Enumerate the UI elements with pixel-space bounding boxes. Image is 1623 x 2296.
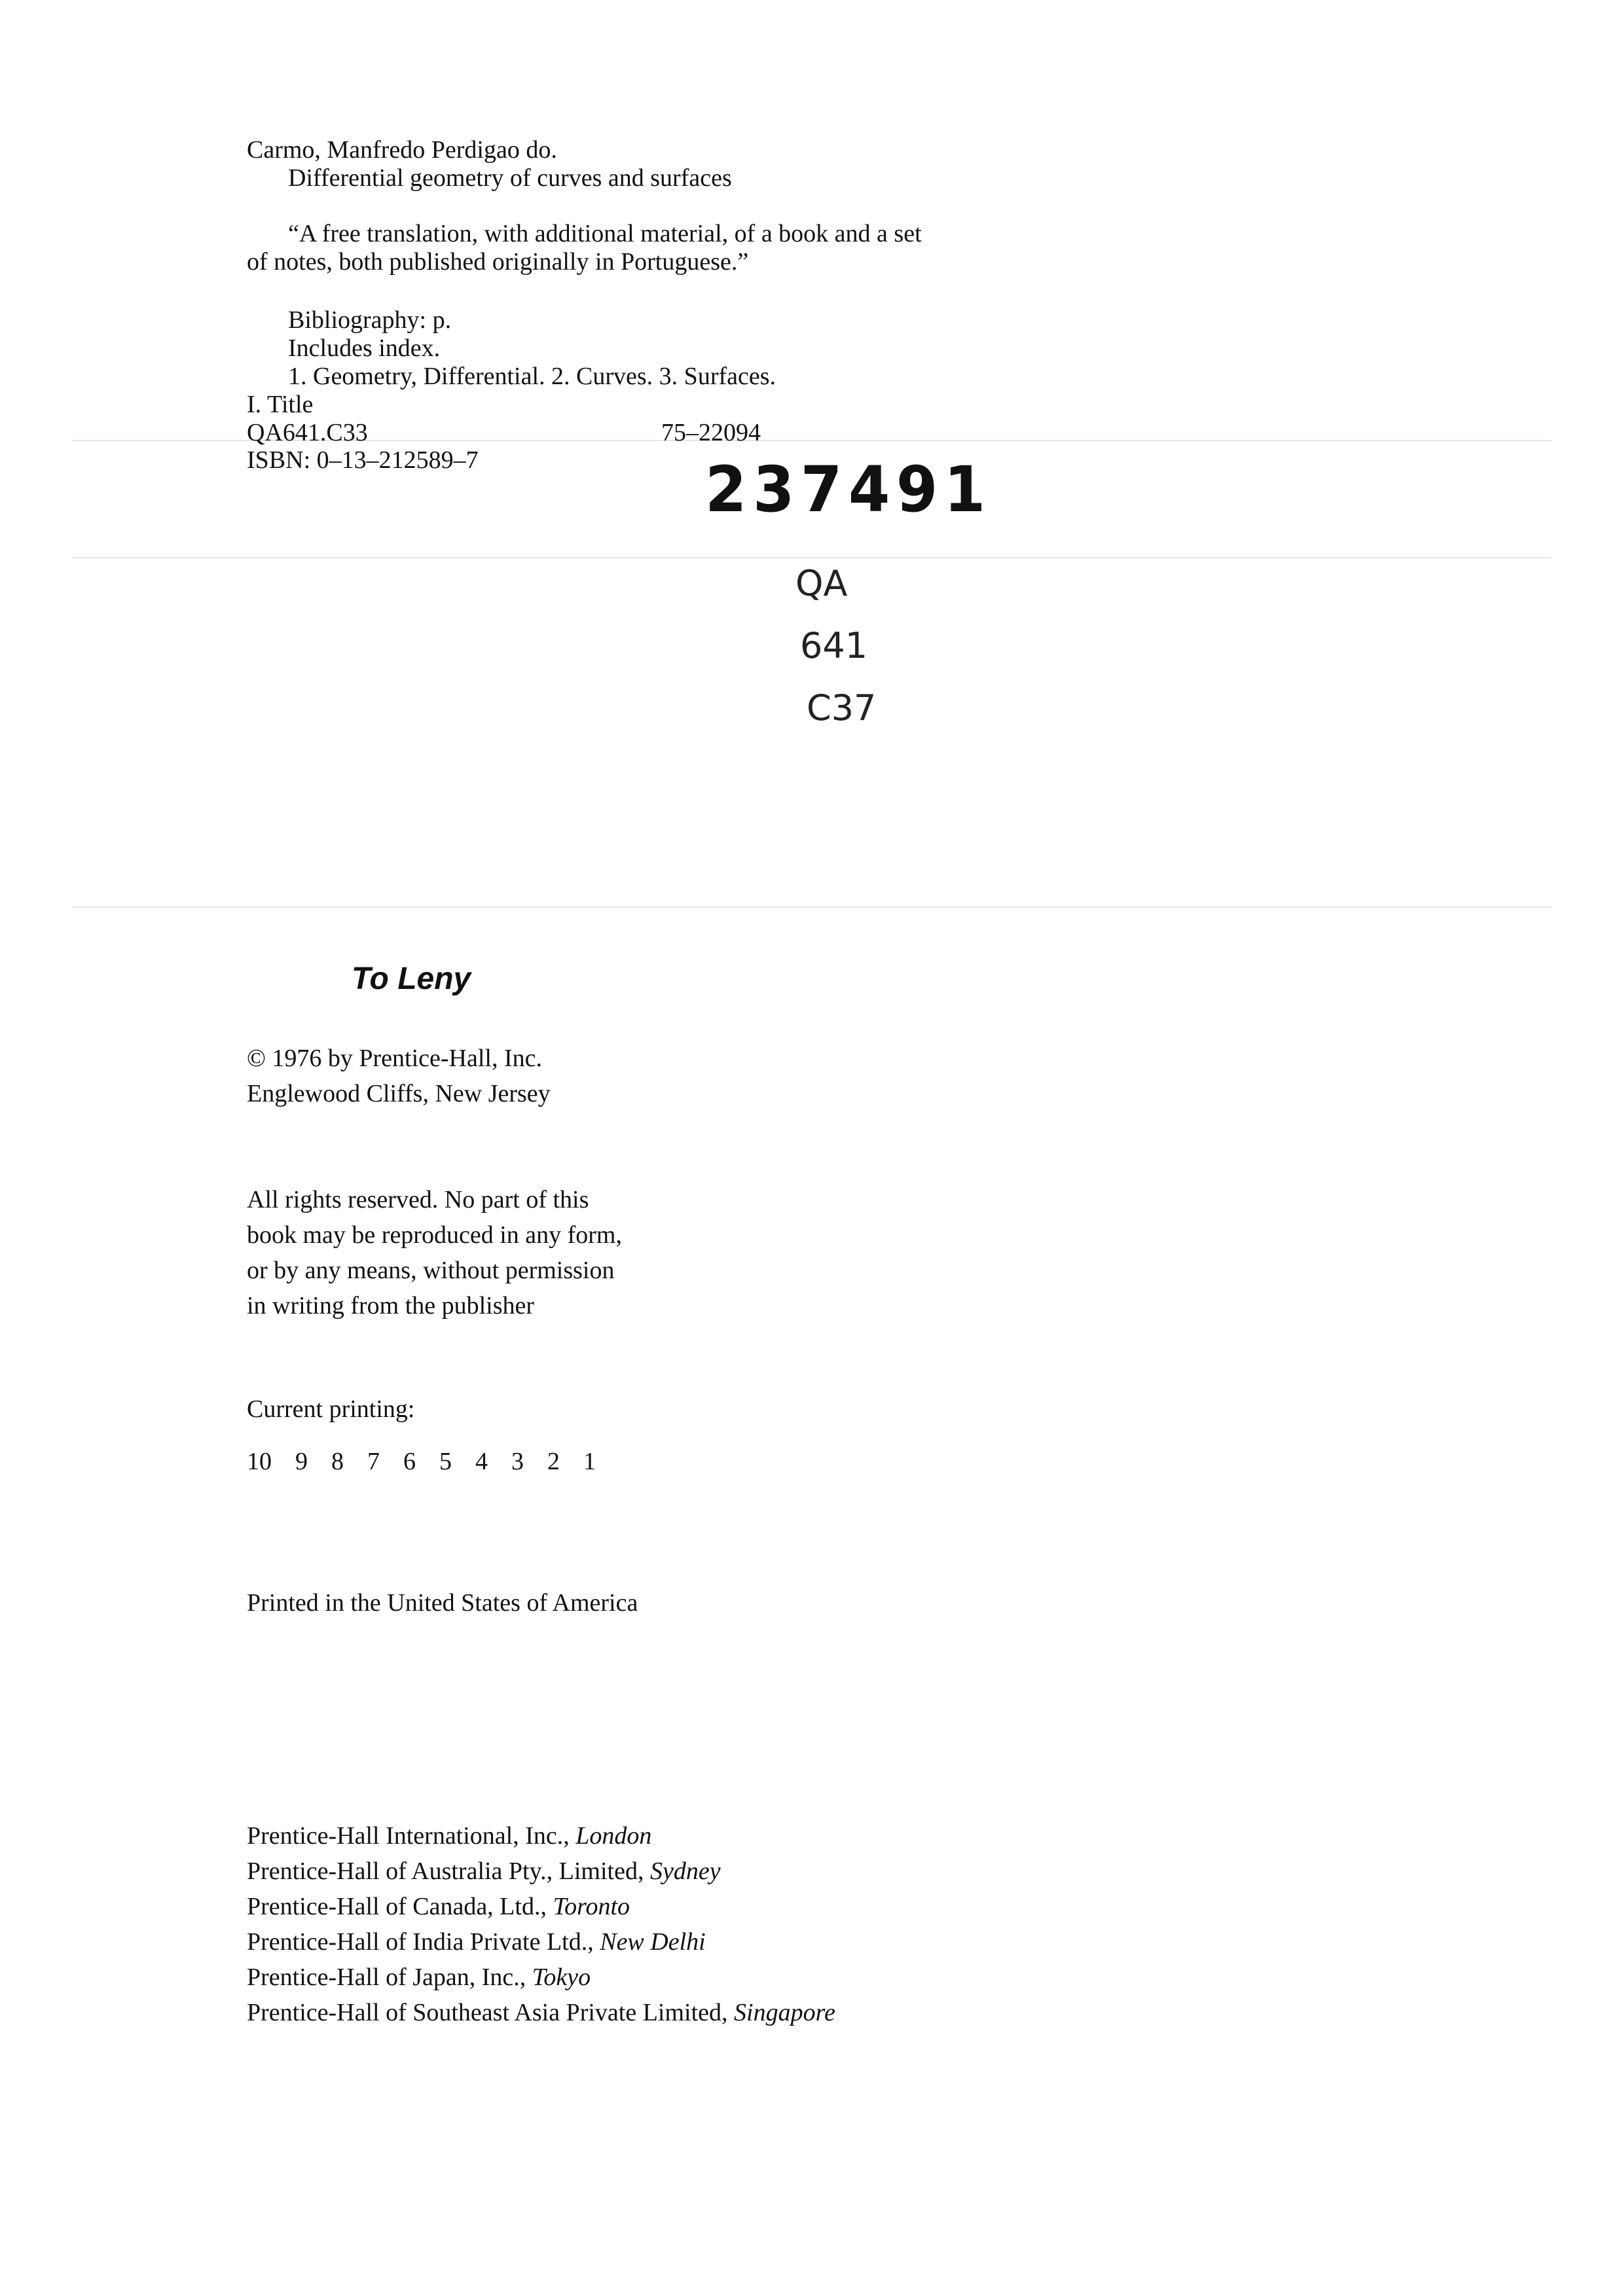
publisher-entry — [247, 1889, 835, 1924]
printing-numbers — [247, 1448, 619, 1476]
cip-block — [247, 136, 732, 192]
publisher-name: Prentice-Hall of India Private Ltd., — [247, 1928, 594, 1956]
publisher-entry — [247, 1818, 835, 1854]
cip-details — [247, 306, 776, 419]
publisher-entry — [247, 1995, 835, 2030]
cip-note: “A free translation, with additional material, of a book and a set of notes, both published originally in Portuguese.” — [247, 220, 922, 276]
printing-number: 6 — [403, 1448, 416, 1475]
cip-index: Includes index. — [288, 334, 441, 362]
publisher-name: Prentice-Hall International, Inc., — [247, 1822, 570, 1850]
handwritten-call-line-3: C37 — [807, 687, 877, 728]
cip-call-number: QA641.C33 — [247, 419, 368, 446]
publisher-city: Tokyo — [532, 1964, 591, 1991]
publisher-city: London — [575, 1822, 652, 1850]
cip-subjects: 1. Geometry, Differential. 2. Curves. 3. Surfaces. — [288, 363, 776, 390]
cip-author: Carmo, Manfredo Perdigao do. — [247, 136, 557, 164]
printing-number: 8 — [331, 1448, 344, 1475]
copyright-notice — [247, 1041, 551, 1111]
publisher-name: Prentice-Hall of Canada, Ltd., — [247, 1893, 547, 1920]
printing-number: 5 — [439, 1448, 452, 1475]
publisher-city: New Delhi — [600, 1928, 706, 1956]
cip-bibliography: Bibliography: p. — [288, 306, 452, 334]
publisher-entry — [247, 1854, 835, 1889]
printing-number: 3 — [511, 1448, 524, 1475]
publisher-name: Prentice-Hall of Southeast Asia Private Limited, — [247, 1999, 728, 2026]
rights-line: book may be reproduced in any form, — [247, 1221, 622, 1249]
publisher-entry — [247, 1924, 835, 1960]
publisher-city: Singapore — [734, 1999, 835, 2026]
publisher-name: Prentice-Hall of Japan, Inc., — [247, 1964, 526, 1991]
scan-line — [72, 557, 1552, 558]
printing-number: 10 — [247, 1448, 272, 1475]
dedication: To Leny — [352, 961, 471, 996]
publisher-city: Toronto — [553, 1893, 630, 1920]
publisher-name: Prentice-Hall of Australia Pty., Limited, — [247, 1857, 644, 1885]
cip-title: Differential geometry of curves and surfaces — [288, 164, 732, 192]
printed-in: Printed in the United States of America — [247, 1589, 638, 1617]
handwritten-call-line-2: 641 — [800, 625, 868, 666]
rights-statement — [247, 1182, 622, 1323]
handwritten-call-line-1: QA — [795, 563, 848, 604]
publisher-list — [247, 1818, 835, 2030]
cip-lccn: 75–22094 — [661, 419, 761, 446]
publisher-location: Englewood Cliffs, New Jersey — [247, 1080, 551, 1107]
printing-number: 4 — [475, 1448, 488, 1475]
printing-number: 7 — [367, 1448, 380, 1475]
rights-line: in writing from the publisher — [247, 1292, 535, 1319]
printing-number: 9 — [295, 1448, 308, 1475]
scan-line — [72, 906, 1552, 908]
accession-stamp: 237491 — [705, 453, 992, 526]
cip-isbn: ISBN: 0–13–212589–7 — [247, 446, 479, 474]
rights-line: or by any means, without permission — [247, 1257, 615, 1284]
publisher-city: Sydney — [649, 1857, 721, 1885]
copyright-line: © 1976 by Prentice-Hall, Inc. — [247, 1045, 542, 1072]
rights-line: All rights reserved. No part of this — [247, 1186, 589, 1213]
printing-number: 2 — [547, 1448, 560, 1475]
publisher-entry — [247, 1960, 835, 1995]
printing-number: 1 — [583, 1448, 596, 1475]
printing-label: Current printing: — [247, 1395, 415, 1423]
cip-title-entry: I. Title — [247, 391, 314, 418]
